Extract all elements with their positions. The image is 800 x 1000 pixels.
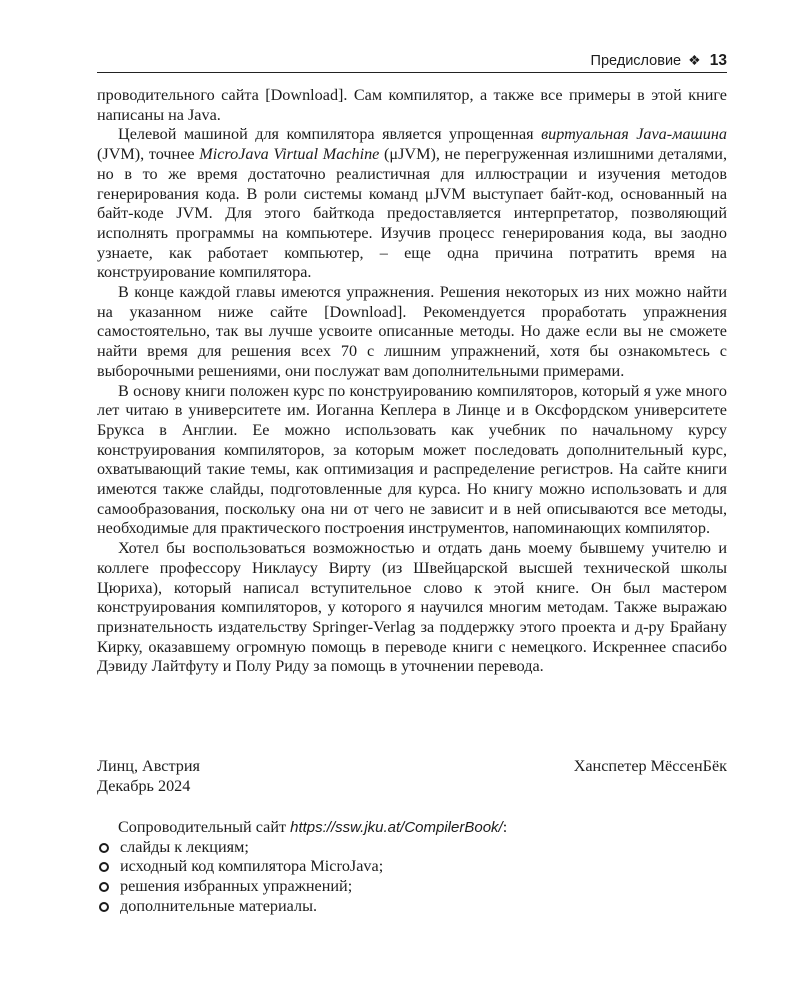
text-run: (JVM), точнее <box>97 145 200 164</box>
circle-bullet-icon <box>99 862 109 872</box>
paragraph <box>97 382 727 540</box>
list-item-text: слайды к лекциям; <box>120 837 249 856</box>
ornament-icon: ❖ <box>688 52 701 68</box>
companion-list <box>97 838 727 917</box>
list-item <box>97 838 727 858</box>
list-item <box>97 877 727 897</box>
section-title: Предисловие <box>590 53 682 69</box>
list-item <box>97 857 727 877</box>
list-item-text: решения избранных упражнений; <box>120 877 353 896</box>
circle-bullet-icon <box>99 882 109 892</box>
circle-bullet-icon <box>99 843 109 853</box>
text-run: В конце каждой главы имеются упражнения. Решения некоторых из них можно найти на указанном ниже сайте [Download]. Рекомендуется проработать упражнения самостоятельно, так вы лучше усвоите описанные методы. Но даже если вы не сможете найти время для решения всех 70 с лишним упражнений, хотя бы ознакомьтесь с выборочными решениями, они послужат вам дополнительными примерами. <box>97 283 727 380</box>
text-run: Целевой машиной для компилятора является упрощенная <box>118 125 542 144</box>
companion-site-section <box>97 818 727 917</box>
circle-bullet-icon <box>99 902 109 912</box>
list-item <box>97 897 727 917</box>
signature-date: Декабрь 2024 <box>97 776 191 795</box>
list-item-text: дополнительные материалы. <box>120 896 318 915</box>
header-rule <box>97 72 727 73</box>
text-run: (μJVM), не перегруженная излишними деталями, но в то же время достаточно реалистичная для иллюстрации и изучения методов генерирования кода. В роли системы команд μJVM выступает байт-код, основанный на байт-коде JVM. Для этого байткода предоставляется интерпретатор, позволяющий исполнять программы на компьютере. Изучив процесс генерирования кода, вы заодно узнаете, как работает компьютер, – еще одна причина потратить время на конструирование компилятора. <box>97 145 727 282</box>
page-number: 13 <box>709 52 727 69</box>
signature-author: Ханспетер МёссенБёк <box>573 757 727 775</box>
italic-term: MicroJava Virtual Machine <box>199 145 380 164</box>
text-run: Хотел бы воспользоваться возможностью и отдать дань моему бывшему учителю и коллеге профессору Никлаусу Вирту (из Швейцарской высшей технической школы Цюриха), который написал вступительное слово к этой книге. Он был мастером конструирования компиляторов, у которого я научился многим методам. Также выражаю признательность издательству Springer-Verlag за поддержку этого проекта и д-ру Брайану Кирку, оказавшему огромную помощь в переводе книги с немецкого. Искреннее спасибо Дэвиду Лайтфуту и Полу Риду за помощь в уточнении перевода. <box>97 539 727 676</box>
italic-term: виртуальная Java-машина <box>541 125 727 144</box>
companion-colon: : <box>502 818 508 836</box>
preface-body <box>97 86 727 677</box>
list-item-text: исходный код компилятора MicroJava; <box>120 857 384 876</box>
running-head <box>97 49 727 72</box>
companion-intro-text: Сопроводительный сайт <box>118 818 291 836</box>
paragraph <box>97 125 727 283</box>
signature-block <box>97 757 727 796</box>
text-run: проводительного сайта [Download]. Сам компилятор, а также все примеры в этой книге написаны на Java. <box>97 86 727 124</box>
companion-intro <box>97 818 727 838</box>
paragraph <box>97 86 727 125</box>
paragraph <box>97 283 727 382</box>
paragraph <box>97 539 727 677</box>
companion-url[interactable]: https://ssw.jku.at/CompilerBook/ <box>290 819 503 836</box>
text-run: В основу книги положен курс по конструированию компиляторов, который я уже много лет читаю в университете им. Иоганна Кеплера в Линце и в Оксфордском университете Брукса в Англии. Ее можно использовать как учебник по начальному курсу конструирования компиляторов, за которым может последовать дополнительный курс, охватывающий такие темы, как оптимизация и распределение регистров. На сайте книги имеются также слайды, подготовленные для курса. Но книгу можно использовать и для самообразования, поскольку она ни от чего не зависит и в ней описываются все методы, необходимые для практического построения инструментов, напоминающих компилятор. <box>97 381 727 538</box>
signature-place: Линц, Австрия <box>97 757 200 775</box>
